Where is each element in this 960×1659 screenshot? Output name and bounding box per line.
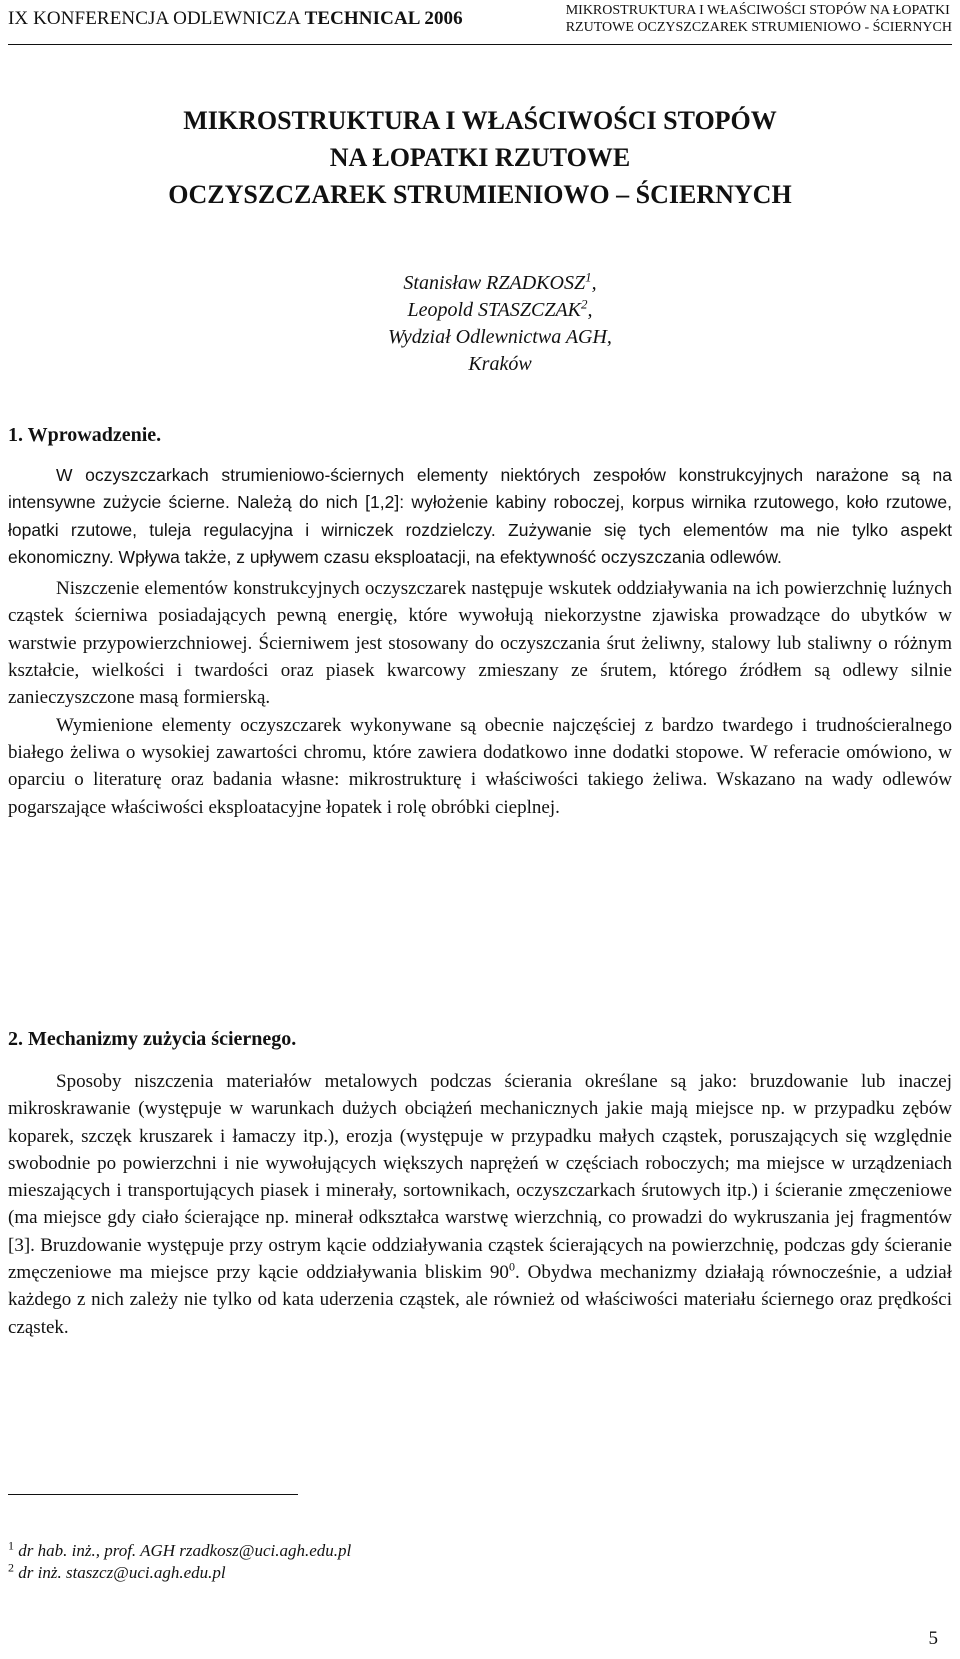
running-header bbox=[8, 0, 952, 44]
affiliation: Wydział Odlewnictwa AGH, bbox=[388, 326, 612, 348]
section-2-body bbox=[8, 1068, 952, 1341]
section-heading-2: 2. Mechanizmy zużycia ściernego. bbox=[8, 1028, 297, 1050]
paragraph: W oczyszczarkach strumieniowo-ściernych elementy niektórych zespołów konstrukcyjnych narażone są na intensywne zużycie ścierne. Należą do nich [1,2]: wyłożenie kabiny roboczej, korpus wirnika rzutowego, koło rzutowe, łopatki rzutowe, tuleja regulacyjna i wirniczek rozdzielczy. Zużywanie się tych elementów ma nie tylko aspekt ekonomiczny. Wpływa także, z upływem czasu eksploatacji, na efektywność oczyszczania odlewów. bbox=[8, 465, 952, 567]
paragraph: Niszczenie elementów konstrukcyjnych oczyszczarek następuje wskutek oddziaływania na ich powierzchnię luźnych cząstek ścierniwa posiadających pewną energię, które wywołują niekorzystne zjawiska prowadzące do ubytków w warstwie przypowierzchniowej. Ścierniwem jest stosowany do oczyszczania śrut żeliwny, stalowy lub staliwny o różnym kształcie, wielkości i twardości oraz piasek kwarcowy zmieszany ze śrutem, którego źródłem są odlewy silnie zanieczyszczone masą formierską. bbox=[8, 578, 952, 709]
page-number: 5 bbox=[928, 1628, 938, 1649]
footnote-2: $^2$ dr inż. staszcz@uci.agh.edu.pl bbox=[8, 1560, 226, 1582]
city: Kraków bbox=[468, 353, 532, 375]
paragraph: Wymienione elementy oczyszczarek wykonywane są obecnie najczęściej z bardzo twardego i trudnościeralnego białego żeliwa o wysokiej zawartości chromu, które zawiera dodatkowo inne dodatki stopowe. W referacie omówiono, w oparciu o literaturę oraz badania własne: mikrostrukturę i właściwości takiego żeliwa. Wskazano na wady odlewów pogarszające właściwości eksploatacyjne łopatek i rolę obróbki cieplnej. bbox=[8, 714, 952, 818]
section-1-body bbox=[8, 462, 952, 821]
footnote-1: $^1$ dr hab. inż., prof. AGH rzadkosz@uci.agh.edu.pl bbox=[8, 1538, 352, 1560]
header-divider bbox=[8, 44, 952, 45]
paragraph: Sposoby niszczenia materiałów metalowych podczas ścierania określane są jako: bruzdowanie lub inaczej mikroskrawanie (występuje w warunkach dużych obciążeń mechanicznych jakie mają miejsce np. w przypadku zębów koparek, szczęk kruszarek i łamaczy itp.), erozja (występuje w przypadku małych cząstek, poruszających się względnie swobodnie po powierzchni i nie wywołujących większych naprężeń w częściach roboczych; ma miejsce w urządzeniach mieszających i transportujących piasek i minerały, sortownikach, oczyszczarkach śrutowych itp.) i ścieranie zmęczeniowe (ma miejsce gdy ciało ścierające np. minerał odkształca warstwę wierzchnią, co prowadzi do wykruszania jej fragmentów [3]. Bruzdowanie występuje przy ostrym kącie oddziaływania cząstek ścierających na powierzchnię, podczas gdy ścieranie zmęczeniowe ma miejsce przy kącie oddziaływania bliskim $90^0$. Obydwa mechanizmy działają równocześnie, a udział każdego z nich zależy nie tylko od kata uderzenia cząstek, ale również od właściwości materiału ściernego oraz prędkości cząstek. bbox=[8, 1071, 952, 1338]
author-block bbox=[200, 270, 800, 378]
author-2: Leopold STASZCZAK$^2$, bbox=[407, 296, 593, 321]
section-heading-1: 1. Wprowadzenie. bbox=[8, 424, 162, 446]
footnote-divider bbox=[8, 1494, 298, 1495]
running-title: MIKROSTRUKTURA I WŁAŚCIWOŚCI STOPÓW NA ŁOPATKI RZUTOWE OCZYSZCZAREK STRUMIENIOWO - ŚCIERNYCH bbox=[565, 3, 952, 35]
paper-title: MIKROSTRUKTURA I WŁAŚCIWOŚCI STOPÓW NA ŁOPATKI RZUTOWE OCZYSZCZAREK STRUMIENIOWO – ŚCIERNYCH bbox=[168, 106, 792, 209]
author-1: Stanisław RZADKOSZ$^1$, bbox=[403, 269, 597, 294]
conference-name: IX KONFERENCJA ODLEWNICZA TECHNICAL 2006 bbox=[8, 8, 463, 29]
